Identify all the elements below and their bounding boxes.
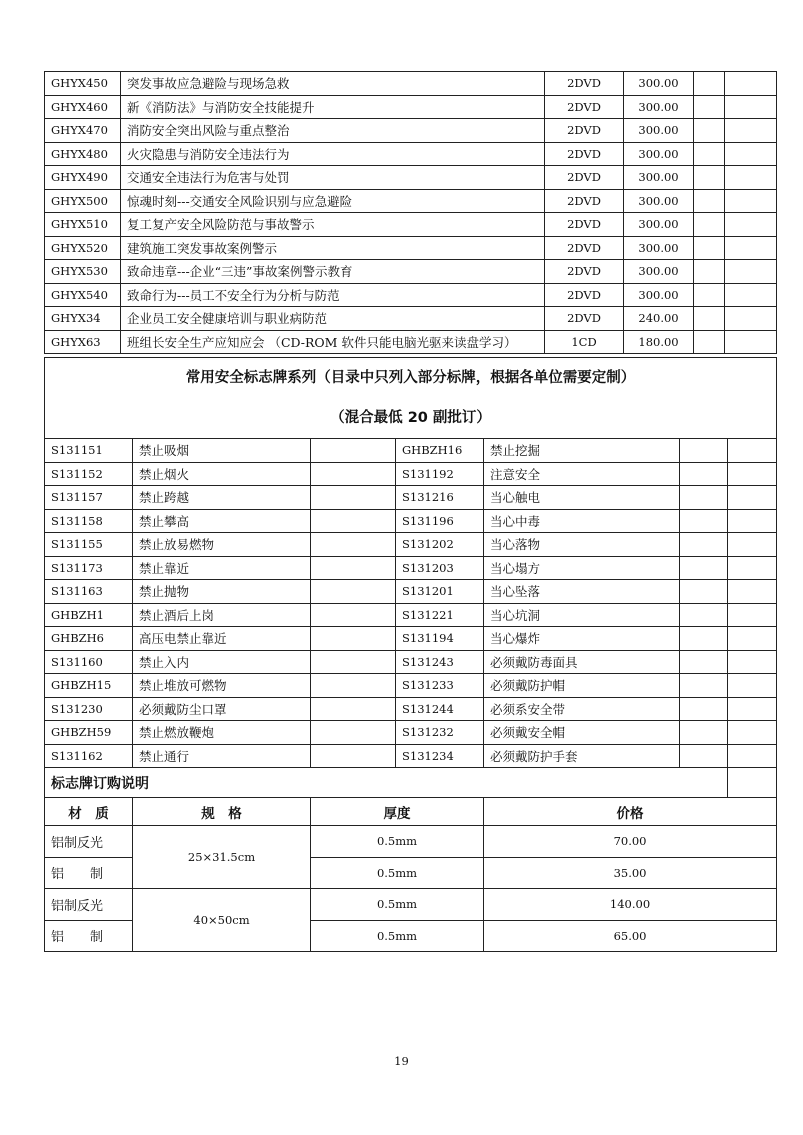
empty-cell	[680, 603, 728, 627]
product-price: 300.00	[624, 142, 694, 166]
empty-cell	[728, 721, 777, 745]
empty-cell	[680, 533, 728, 557]
product-format: 2DVD	[545, 283, 624, 307]
sign-code: S131233	[396, 674, 484, 698]
material: 铝制反光	[45, 889, 133, 921]
product-title: 企业员工安全健康培训与职业病防范	[121, 307, 545, 331]
empty-cell	[680, 697, 728, 721]
header-spec: 规 格	[133, 798, 311, 826]
sign-name: 必须戴防护帽	[484, 674, 680, 698]
sign-name: 注意安全	[484, 462, 680, 486]
empty-cell	[311, 580, 396, 604]
empty-cell	[311, 486, 396, 510]
product-title: 消防安全突出风险与重点整治	[121, 119, 545, 143]
empty-cell	[680, 721, 728, 745]
empty-cell	[311, 650, 396, 674]
product-title: 班组长安全生产应知应会 （CD-ROM 软件只能电脑光驱来读盘学习）	[121, 330, 545, 354]
product-format: 2DVD	[545, 95, 624, 119]
table-row	[45, 580, 777, 604]
page-number: 19	[394, 1054, 409, 1068]
product-code: GHYX500	[45, 189, 121, 213]
empty-cell	[311, 439, 396, 463]
product-price: 300.00	[624, 72, 694, 96]
sign-code: S131157	[45, 486, 133, 510]
empty-cell	[725, 260, 777, 284]
empty-cell	[725, 72, 777, 96]
product-code: GHYX530	[45, 260, 121, 284]
table-row	[45, 307, 777, 331]
table-row	[45, 556, 777, 580]
table-row	[45, 119, 777, 143]
product-price: 300.00	[624, 166, 694, 190]
sign-code: S131244	[396, 697, 484, 721]
spec: 25×31.5cm	[133, 826, 311, 889]
empty-cell	[694, 189, 725, 213]
table-row	[45, 826, 777, 858]
sign-name: 当心塌方	[484, 556, 680, 580]
sign-name: 禁止烟火	[133, 462, 311, 486]
empty-cell	[725, 330, 777, 354]
sign-code: GHBZH16	[396, 439, 484, 463]
table-row	[45, 674, 777, 698]
material: 铝 制	[45, 920, 133, 952]
spec: 40×50cm	[133, 889, 311, 952]
empty-cell	[728, 462, 777, 486]
table-row	[45, 462, 777, 486]
empty-cell	[725, 166, 777, 190]
empty-cell	[694, 166, 725, 190]
empty-cell	[680, 744, 728, 768]
product-format: 2DVD	[545, 260, 624, 284]
sign-name: 必须戴防护手套	[484, 744, 680, 768]
empty-cell	[694, 142, 725, 166]
product-format: 2DVD	[545, 142, 624, 166]
sign-code: S131163	[45, 580, 133, 604]
empty-cell	[694, 213, 725, 237]
empty-cell	[725, 119, 777, 143]
sign-code: GHBZH15	[45, 674, 133, 698]
empty-cell	[311, 509, 396, 533]
empty-cell	[728, 439, 777, 463]
sign-name: 必须戴防尘口罩	[133, 697, 311, 721]
empty-cell	[728, 580, 777, 604]
empty-cell	[725, 213, 777, 237]
price: 65.00	[484, 920, 777, 952]
product-price: 300.00	[624, 213, 694, 237]
product-code: GHYX540	[45, 283, 121, 307]
empty-cell	[728, 533, 777, 557]
product-price: 300.00	[624, 283, 694, 307]
sign-name: 禁止堆放可燃物	[133, 674, 311, 698]
table-row	[45, 95, 777, 119]
thickness: 0.5mm	[311, 889, 484, 921]
empty-cell	[728, 603, 777, 627]
order-title-row	[45, 768, 777, 798]
thickness: 0.5mm	[311, 826, 484, 858]
sign-code: S131202	[396, 533, 484, 557]
thickness: 0.5mm	[311, 857, 484, 889]
product-code: GHYX63	[45, 330, 121, 354]
table-row	[45, 650, 777, 674]
empty-cell	[694, 260, 725, 284]
empty-cell	[311, 721, 396, 745]
empty-cell	[680, 627, 728, 651]
product-format: 2DVD	[545, 119, 624, 143]
sign-series-table	[44, 357, 777, 952]
empty-cell	[725, 236, 777, 260]
sign-code: S131221	[396, 603, 484, 627]
empty-cell	[728, 650, 777, 674]
sign-name: 禁止燃放鞭炮	[133, 721, 311, 745]
order-header-row	[45, 798, 777, 826]
table-row	[45, 330, 777, 354]
empty-cell	[311, 697, 396, 721]
product-title: 致命行为---员工不安全行为分析与防范	[121, 283, 545, 307]
header-price: 价格	[484, 798, 777, 826]
sign-name: 当心爆炸	[484, 627, 680, 651]
empty-cell	[311, 462, 396, 486]
header-thickness: 厚度	[311, 798, 484, 826]
product-code: GHYX450	[45, 72, 121, 96]
sign-name: 禁止跨越	[133, 486, 311, 510]
empty-cell	[680, 509, 728, 533]
empty-cell	[680, 674, 728, 698]
empty-cell	[728, 697, 777, 721]
sign-name: 当心落物	[484, 533, 680, 557]
empty-cell	[694, 95, 725, 119]
product-price: 300.00	[624, 236, 694, 260]
empty-cell	[725, 95, 777, 119]
product-code: GHYX510	[45, 213, 121, 237]
price: 70.00	[484, 826, 777, 858]
sign-code: S131194	[396, 627, 484, 651]
product-format: 2DVD	[545, 189, 624, 213]
empty-cell	[311, 674, 396, 698]
thickness: 0.5mm	[311, 920, 484, 952]
price: 35.00	[484, 857, 777, 889]
sign-code: S131234	[396, 744, 484, 768]
empty-cell	[680, 486, 728, 510]
sign-name: 当心坠落	[484, 580, 680, 604]
table-row	[45, 213, 777, 237]
product-price: 240.00	[624, 307, 694, 331]
table-row	[45, 439, 777, 463]
sign-code: S131158	[45, 509, 133, 533]
product-title: 新《消防法》与消防安全技能提升	[121, 95, 545, 119]
product-format: 2DVD	[545, 213, 624, 237]
sign-name: 禁止吸烟	[133, 439, 311, 463]
product-code: GHYX34	[45, 307, 121, 331]
empty-cell	[311, 603, 396, 627]
price: 140.00	[484, 889, 777, 921]
empty-cell	[680, 580, 728, 604]
sign-name: 必须戴防毒面具	[484, 650, 680, 674]
sign-code: S131160	[45, 650, 133, 674]
product-code: GHYX490	[45, 166, 121, 190]
sign-code: S131192	[396, 462, 484, 486]
sign-series-title-line1: 常用安全标志牌系列（目录中只列入部分标牌，根据各单位需要定制）	[185, 370, 636, 386]
product-format: 1CD	[545, 330, 624, 354]
table-row	[45, 533, 777, 557]
empty-cell	[728, 556, 777, 580]
table-row	[45, 509, 777, 533]
table-row	[45, 721, 777, 745]
product-title: 复工复产安全风险防范与事故警示	[121, 213, 545, 237]
sign-name: 禁止攀高	[133, 509, 311, 533]
sign-code: S131243	[396, 650, 484, 674]
table-row	[45, 142, 777, 166]
sign-code: S131216	[396, 486, 484, 510]
empty-cell	[694, 330, 725, 354]
sign-code: S131152	[45, 462, 133, 486]
empty-cell	[694, 72, 725, 96]
sign-name: 禁止靠近	[133, 556, 311, 580]
product-title: 致命违章---企业“三违”事故案例警示教育	[121, 260, 545, 284]
table-row	[45, 189, 777, 213]
sign-code: S131151	[45, 439, 133, 463]
product-table	[44, 71, 777, 354]
table-row	[45, 72, 777, 96]
product-title: 交通安全违法行为危害与处罚	[121, 166, 545, 190]
product-format: 2DVD	[545, 166, 624, 190]
table-row	[45, 697, 777, 721]
product-title: 建筑施工突发事故案例警示	[121, 236, 545, 260]
product-title: 突发事故应急避险与现场急救	[121, 72, 545, 96]
sign-name: 必须系安全带	[484, 697, 680, 721]
table-row	[45, 627, 777, 651]
table-row	[45, 486, 777, 510]
sign-name: 当心中毒	[484, 509, 680, 533]
sign-name: 禁止通行	[133, 744, 311, 768]
empty-cell	[694, 307, 725, 331]
table-row	[45, 260, 777, 284]
empty-cell	[694, 119, 725, 143]
empty-cell	[311, 533, 396, 557]
empty-cell	[680, 439, 728, 463]
empty-cell	[311, 627, 396, 651]
table-row	[45, 744, 777, 768]
sign-code: GHBZH6	[45, 627, 133, 651]
sign-series-title	[45, 358, 777, 439]
product-code: GHYX470	[45, 119, 121, 143]
sign-name: 当心坑洞	[484, 603, 680, 627]
product-price: 300.00	[624, 189, 694, 213]
table-row	[45, 889, 777, 921]
material: 铝制反光	[45, 826, 133, 858]
product-title: 火灾隐患与消防安全违法行为	[121, 142, 545, 166]
sign-code: S131230	[45, 697, 133, 721]
empty-cell	[728, 744, 777, 768]
empty-cell	[728, 627, 777, 651]
empty-cell	[728, 674, 777, 698]
table-row	[45, 603, 777, 627]
empty-cell	[725, 307, 777, 331]
sign-code: S131203	[396, 556, 484, 580]
sign-name: 禁止抛物	[133, 580, 311, 604]
empty-cell	[680, 650, 728, 674]
sign-name: 禁止酒后上岗	[133, 603, 311, 627]
empty-cell	[725, 142, 777, 166]
sign-code: S131155	[45, 533, 133, 557]
empty-cell	[728, 486, 777, 510]
empty-cell	[680, 462, 728, 486]
sign-code: GHBZH59	[45, 721, 133, 745]
sign-code: GHBZH1	[45, 603, 133, 627]
empty-cell	[680, 556, 728, 580]
product-code: GHYX520	[45, 236, 121, 260]
sign-code: S131173	[45, 556, 133, 580]
sign-name: 禁止入内	[133, 650, 311, 674]
product-price: 300.00	[624, 260, 694, 284]
empty-cell	[728, 509, 777, 533]
product-price: 300.00	[624, 95, 694, 119]
order-info-title: 标志牌订购说明	[45, 768, 728, 798]
product-format: 2DVD	[545, 72, 624, 96]
product-price: 300.00	[624, 119, 694, 143]
sign-name: 必须戴安全帽	[484, 721, 680, 745]
table-row	[45, 283, 777, 307]
empty-cell	[694, 236, 725, 260]
table-row	[45, 166, 777, 190]
product-format: 2DVD	[545, 236, 624, 260]
header-material: 材 质	[45, 798, 133, 826]
material: 铝 制	[45, 857, 133, 889]
sign-code: S131232	[396, 721, 484, 745]
sign-name: 禁止挖掘	[484, 439, 680, 463]
empty-cell	[728, 768, 777, 798]
empty-cell	[311, 556, 396, 580]
sign-code: S131196	[396, 509, 484, 533]
sign-name: 禁止放易燃物	[133, 533, 311, 557]
empty-cell	[725, 283, 777, 307]
table-row	[45, 236, 777, 260]
product-code: GHYX480	[45, 142, 121, 166]
empty-cell	[694, 283, 725, 307]
empty-cell	[311, 744, 396, 768]
product-title: 惊魂时刻---交通安全风险识别与应急避险	[121, 189, 545, 213]
sign-name: 当心触电	[484, 486, 680, 510]
empty-cell	[725, 189, 777, 213]
sign-code: S131162	[45, 744, 133, 768]
sign-series-title-line2: （混合最低 20 副批订）	[330, 410, 491, 426]
product-price: 180.00	[624, 330, 694, 354]
sign-name: 高压电禁止靠近	[133, 627, 311, 651]
product-code: GHYX460	[45, 95, 121, 119]
product-format: 2DVD	[545, 307, 624, 331]
sign-code: S131201	[396, 580, 484, 604]
